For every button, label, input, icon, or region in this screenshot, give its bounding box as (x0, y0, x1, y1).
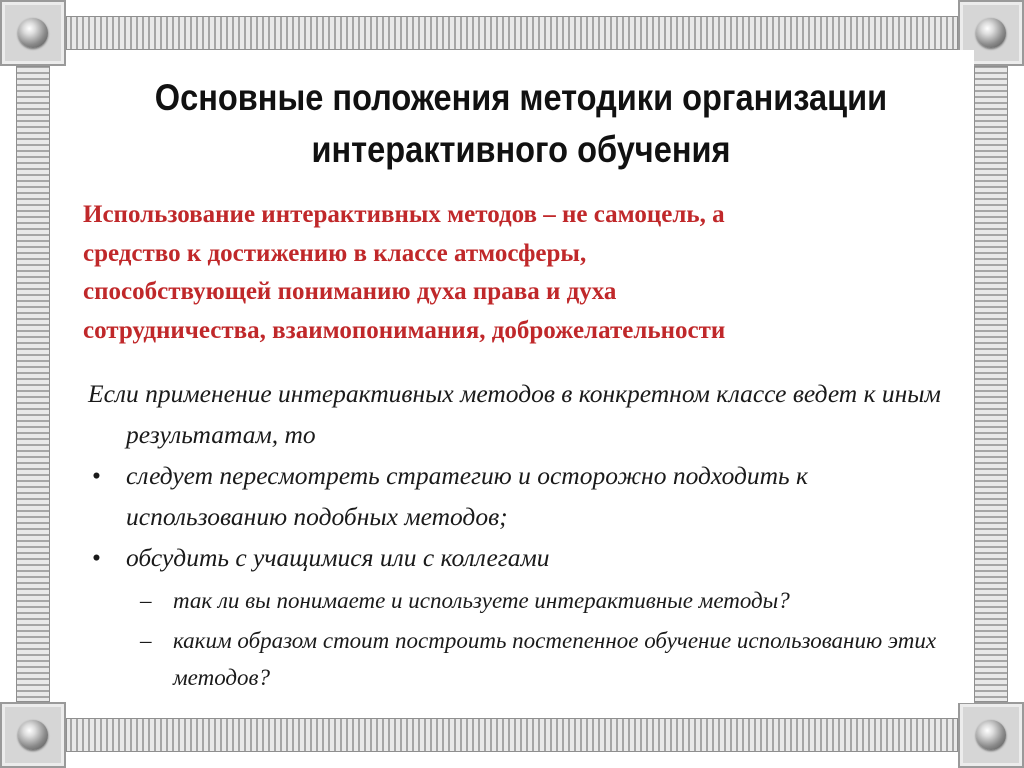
frame-right-bar (974, 66, 1008, 702)
sub-bullet-text: так ли вы понимаете и используете интерактивные методы? (173, 588, 790, 613)
frame-bottom-bar (66, 718, 958, 752)
highlight-line: сотрудничества, взаимопонимания, доброжелательности (83, 316, 726, 344)
list-item (88, 537, 968, 578)
slide-title (122, 72, 919, 176)
bullet-icon: • (92, 461, 101, 490)
bullet-icon: • (92, 543, 101, 572)
sub-list-item (88, 582, 968, 619)
frame-top-bar (66, 16, 958, 50)
frame-corner-top-left (0, 0, 66, 66)
highlight-line: средство к достижению в классе атмосферы, (83, 239, 587, 267)
bolt-icon (18, 720, 48, 750)
dash-icon: – (140, 628, 152, 653)
frame-corner-bottom-right (958, 702, 1024, 768)
highlight-statement (83, 196, 903, 350)
body-text (88, 373, 968, 696)
bolt-icon (18, 18, 48, 48)
dash-icon: – (140, 588, 152, 613)
intro-paragraph: Если применение интерактивных методов в конкретном классе ведет к иным результатам, то (88, 379, 941, 449)
bolt-icon (976, 18, 1006, 48)
frame-left-bar (16, 66, 50, 702)
list-item (88, 455, 968, 537)
sub-bullet-text: каким образом стоит построить постепенное обучение использованию этих методов? (173, 628, 937, 690)
bolt-icon (976, 720, 1006, 750)
frame-corner-bottom-left (0, 702, 66, 768)
highlight-line: Использование интерактивных методов – не самоцель, а (83, 201, 725, 228)
title-line-2: интерактивного обучения (311, 129, 731, 170)
bullet-text: следует пересмотреть стратегию и осторожно подходить к использованию подобных методов; (126, 461, 808, 531)
highlight-line: способствующей пониманию духа права и духа (83, 278, 617, 305)
sub-list-item (88, 622, 968, 696)
bullet-text: обсудить с учащимися или с коллегами (126, 543, 550, 572)
title-line-1: Основные положения методики организации (154, 77, 888, 118)
